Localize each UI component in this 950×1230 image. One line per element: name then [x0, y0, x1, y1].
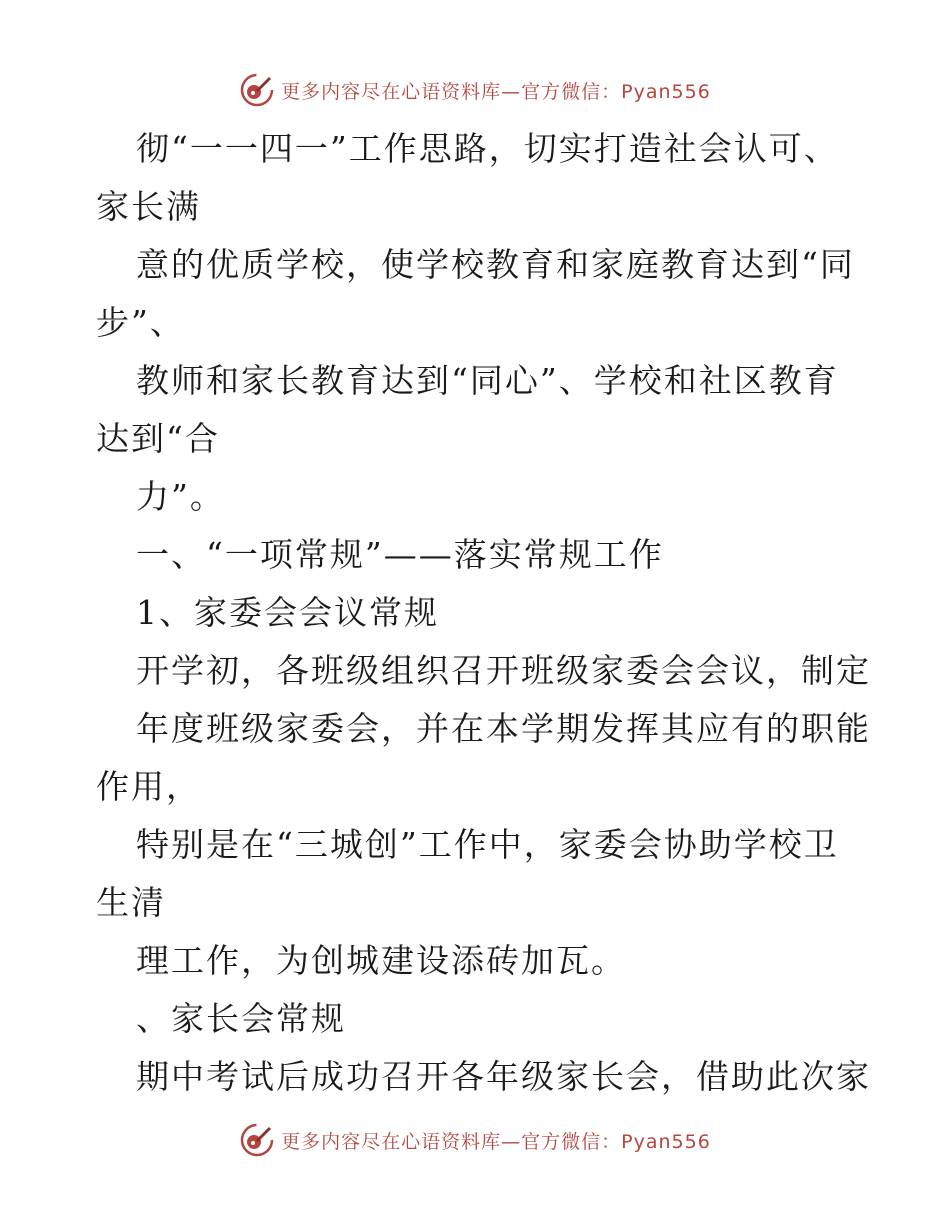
text-line: 期中考试后成功召开各年级家长会，借助此次家 — [136, 1057, 871, 1096]
text-line: 达到“合 — [96, 419, 220, 458]
text-line: 一、“一项常规”——落实常规工作 — [136, 535, 664, 574]
text-line: 年度班级家委会，并在本学期发挥其应有的职能 — [136, 709, 871, 748]
text-line: 意的优质学校，使学校教育和家庭教育达到“同 — [136, 245, 855, 284]
text-line: 步”、 — [96, 303, 185, 342]
banner-text: 更多内容尽在心语资料库—官方微信：Pyan556 — [281, 80, 711, 103]
text-line: 彻“一一四一”工作思路，切实打造社会认可、 — [136, 129, 839, 168]
text-line: 作用， — [96, 767, 201, 806]
text-line: 家长满 — [96, 187, 201, 226]
text-line: 、家长会常规 — [136, 999, 346, 1038]
text-line: 1、家委会会议常规 — [136, 593, 439, 632]
footer-banner — [0, 1120, 950, 1160]
text-line: 生清 — [96, 883, 166, 922]
banner-text: 更多内容尽在心语资料库—官方微信：Pyan556 — [281, 1130, 711, 1153]
document-body — [96, 120, 871, 1106]
pen-logo-icon — [239, 72, 275, 108]
text-line: 特别是在“三城创”工作中，家委会协助学校卫 — [136, 825, 839, 864]
text-line: 教师和家长教育达到“同心”、学校和社区教育 — [136, 361, 839, 400]
text-line: 力”。 — [136, 477, 225, 516]
text-line: 理工作，为创城建设添砖加瓦。 — [136, 941, 626, 980]
text-line: 开学初，各班级组织召开班级家委会会议，制定 — [136, 651, 871, 690]
pen-logo-icon — [239, 1122, 275, 1158]
header-banner — [0, 70, 950, 110]
